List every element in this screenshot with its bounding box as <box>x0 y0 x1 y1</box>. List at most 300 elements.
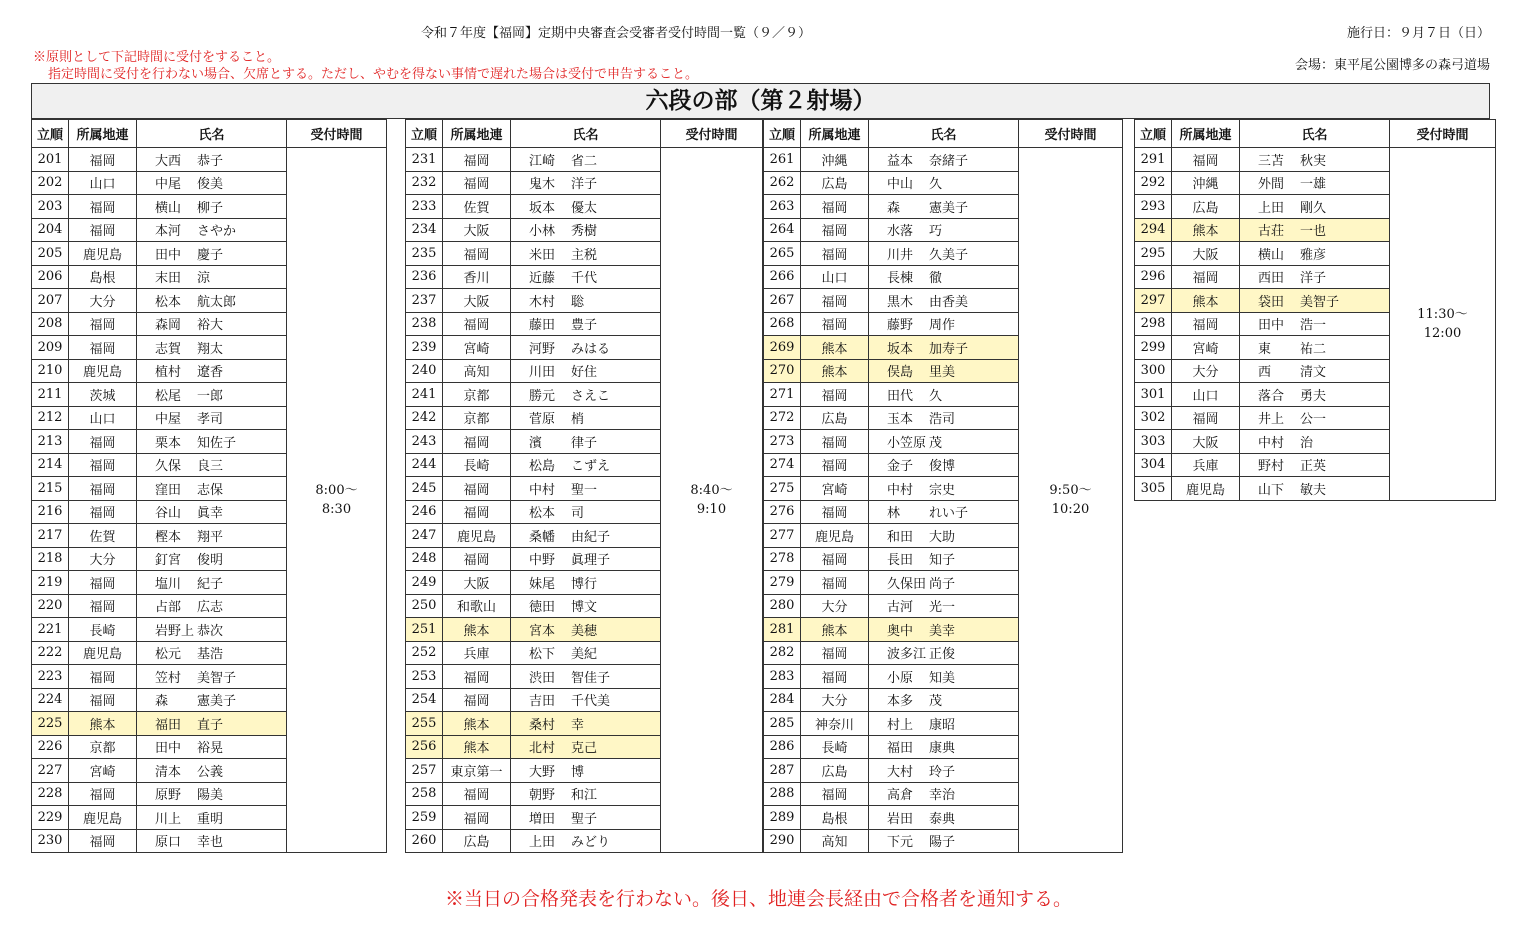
given-name: 恭次 <box>197 623 224 639</box>
surname: 古荘 <box>1258 224 1285 240</box>
given-name: 陽子 <box>929 835 956 851</box>
given-name: 俊博 <box>929 459 956 475</box>
given-name: 美紀 <box>571 647 598 663</box>
surname: 大野 <box>529 764 556 780</box>
order-number: 204 <box>32 218 69 242</box>
reception-time <box>1019 148 1123 853</box>
examinee-name <box>1240 336 1390 360</box>
examinee-name <box>511 453 661 477</box>
surname: 横山 <box>155 200 182 216</box>
order-number: 217 <box>32 524 69 548</box>
surname: 小笠原 <box>887 435 927 451</box>
examinee-name <box>869 430 1019 454</box>
examinee-name <box>511 688 661 712</box>
region: 福岡 <box>801 500 869 524</box>
given-name: 公一 <box>1300 412 1327 428</box>
examinee-name <box>869 641 1019 665</box>
given-name: 周作 <box>929 318 956 334</box>
surname: 中村 <box>529 482 556 498</box>
region: 福岡 <box>801 782 869 806</box>
examinee-name <box>137 618 287 642</box>
given-name: 志保 <box>197 482 224 498</box>
table-row <box>764 148 1123 172</box>
surname: 栗本 <box>155 435 182 451</box>
region: 福岡 <box>801 195 869 219</box>
examinee-name <box>511 265 661 289</box>
surname: 森岡 <box>155 318 182 334</box>
region: 広島 <box>801 759 869 783</box>
region: 大阪 <box>1172 242 1240 266</box>
header-no: 立順 <box>32 120 69 148</box>
examinee-name <box>137 171 287 195</box>
examinee-name <box>511 171 661 195</box>
order-number: 230 <box>32 829 69 853</box>
header-region: 所属地連 <box>443 120 511 148</box>
given-name: 裕晃 <box>197 741 224 757</box>
surname: 玉本 <box>887 412 914 428</box>
region: 佐賀 <box>443 195 511 219</box>
reception-time-end: 12:00 <box>1423 325 1462 341</box>
region: 熊本 <box>801 336 869 360</box>
order-number: 263 <box>764 195 801 219</box>
surname: 藤田 <box>529 318 556 334</box>
given-name: 憲美子 <box>929 200 969 216</box>
order-number: 229 <box>32 806 69 830</box>
surname: 福田 <box>887 741 914 757</box>
examinee-name <box>869 477 1019 501</box>
region: 長崎 <box>443 453 511 477</box>
region: 福岡 <box>801 312 869 336</box>
order-number: 304 <box>1135 453 1172 477</box>
order-number: 245 <box>406 477 443 501</box>
examinee-name <box>137 477 287 501</box>
given-name: 智佳子 <box>571 670 611 686</box>
region: 高知 <box>801 829 869 853</box>
surname: 西 <box>1258 365 1272 381</box>
examinee-name <box>511 406 661 430</box>
given-name: 翔平 <box>197 529 224 545</box>
order-number: 208 <box>32 312 69 336</box>
order-number: 242 <box>406 406 443 430</box>
surname: 釘宮 <box>155 553 182 569</box>
examinee-name <box>137 806 287 830</box>
given-name: 一也 <box>1300 224 1327 240</box>
surname: 井上 <box>1258 412 1285 428</box>
given-name: 久美子 <box>929 247 969 263</box>
order-number: 226 <box>32 735 69 759</box>
given-name: 主税 <box>571 247 598 263</box>
order-number: 272 <box>764 406 801 430</box>
surname: 福田 <box>155 717 182 733</box>
examinee-name <box>511 735 661 759</box>
order-number: 207 <box>32 289 69 313</box>
region: 福岡 <box>443 782 511 806</box>
order-number: 262 <box>764 171 801 195</box>
given-name: 豊子 <box>571 318 598 334</box>
surname: 中尾 <box>155 177 182 193</box>
examinee-name <box>137 594 287 618</box>
order-number: 290 <box>764 829 801 853</box>
surname: 清本 <box>155 764 182 780</box>
surname: 中山 <box>887 177 914 193</box>
region: 長崎 <box>69 618 137 642</box>
given-name: 秀樹 <box>571 224 598 240</box>
order-number: 210 <box>32 359 69 383</box>
surname: 原口 <box>155 835 182 851</box>
examinee-name <box>511 712 661 736</box>
order-number: 224 <box>32 688 69 712</box>
region: 大阪 <box>1172 430 1240 454</box>
region: 福岡 <box>69 477 137 501</box>
header-time: 受付時間 <box>287 120 387 148</box>
region: 鹿児島 <box>443 524 511 548</box>
order-number: 235 <box>406 242 443 266</box>
order-number: 201 <box>32 148 69 172</box>
region: 山口 <box>1172 383 1240 407</box>
examinee-name <box>869 453 1019 477</box>
examinee-name <box>511 759 661 783</box>
examinee-name <box>511 289 661 313</box>
examinee-name <box>511 806 661 830</box>
given-name: 翔太 <box>197 341 224 357</box>
region: 山口 <box>69 406 137 430</box>
region: 兵庫 <box>443 641 511 665</box>
region: 大阪 <box>443 571 511 595</box>
order-number: 246 <box>406 500 443 524</box>
examinee-name <box>511 477 661 501</box>
region: 福岡 <box>1172 312 1240 336</box>
given-name: 知美 <box>929 670 956 686</box>
order-number: 241 <box>406 383 443 407</box>
order-number: 223 <box>32 665 69 689</box>
surname: 近藤 <box>529 271 556 287</box>
given-name: 俊美 <box>197 177 224 193</box>
order-number: 286 <box>764 735 801 759</box>
notice-line-1: ※原則として下記時間に受付をすること。 <box>33 50 281 65</box>
order-number: 205 <box>32 242 69 266</box>
region: 福岡 <box>69 336 137 360</box>
region: 大分 <box>69 289 137 313</box>
order-number: 279 <box>764 571 801 595</box>
order-number: 240 <box>406 359 443 383</box>
surname: 外間 <box>1258 177 1285 193</box>
region: 福岡 <box>1172 265 1240 289</box>
region: 熊本 <box>1172 218 1240 242</box>
order-number: 232 <box>406 171 443 195</box>
region: 鹿児島 <box>69 242 137 266</box>
examinee-name <box>869 195 1019 219</box>
surname: 奥中 <box>887 623 914 639</box>
given-name: 司 <box>571 506 585 522</box>
surname: 北村 <box>529 741 556 757</box>
given-name: 清文 <box>1300 365 1327 381</box>
region: 熊本 <box>801 359 869 383</box>
given-name: 憲美子 <box>197 694 237 710</box>
region: 島根 <box>69 265 137 289</box>
section-banner: 六段の部（第２射場） <box>31 83 1490 119</box>
examinee-name <box>137 735 287 759</box>
examinee-name <box>869 571 1019 595</box>
region: 熊本 <box>801 618 869 642</box>
examinee-name <box>137 430 287 454</box>
given-name: 博 <box>571 764 585 780</box>
given-name: 聖一 <box>571 482 598 498</box>
order-number: 234 <box>406 218 443 242</box>
given-name: れい子 <box>929 506 969 522</box>
given-name: 加寿子 <box>929 341 969 357</box>
region: 沖縄 <box>1172 171 1240 195</box>
region: 福岡 <box>443 430 511 454</box>
given-name: さやか <box>197 224 237 240</box>
surname: 藤野 <box>887 318 914 334</box>
order-number: 255 <box>406 712 443 736</box>
surname: 長棟 <box>887 271 914 287</box>
surname: 古河 <box>887 600 914 616</box>
surname: 妹尾 <box>529 576 556 592</box>
surname: 野村 <box>1258 459 1285 475</box>
order-number: 278 <box>764 547 801 571</box>
order-number: 216 <box>32 500 69 524</box>
given-name: 洋子 <box>1300 271 1327 287</box>
surname: 窪田 <box>155 482 182 498</box>
region: 沖縄 <box>801 148 869 172</box>
order-number: 239 <box>406 336 443 360</box>
given-name: 博文 <box>571 600 598 616</box>
examinee-name <box>869 336 1019 360</box>
header-region: 所属地連 <box>1172 120 1240 148</box>
given-name: 柳子 <box>197 200 224 216</box>
given-name: 久 <box>929 177 943 193</box>
region: 福岡 <box>69 829 137 853</box>
region: 福岡 <box>69 594 137 618</box>
examinee-name <box>137 195 287 219</box>
examinee-name <box>137 712 287 736</box>
surname: 久保 <box>155 459 182 475</box>
examinee-name <box>137 500 287 524</box>
surname: 谷山 <box>155 506 182 522</box>
given-name: みどり <box>571 835 611 851</box>
reception-time-end: 10:20 <box>1051 502 1090 517</box>
given-name: 聡 <box>571 294 585 310</box>
order-number: 288 <box>764 782 801 806</box>
header-name: 氏名 <box>137 120 287 148</box>
examinee-name <box>137 148 287 172</box>
surname: 水落 <box>887 224 914 240</box>
region: 熊本 <box>443 618 511 642</box>
reception-time-start: 8:40～ <box>690 483 733 498</box>
roster-table-3 <box>763 119 1123 853</box>
examinee-name <box>1240 312 1390 336</box>
surname: 徳田 <box>529 600 556 616</box>
examinee-name <box>511 312 661 336</box>
given-name: 秋実 <box>1300 153 1327 169</box>
region: 福岡 <box>443 242 511 266</box>
table-row <box>32 148 387 172</box>
given-name: 治 <box>1300 435 1314 451</box>
given-name: 優太 <box>571 200 598 216</box>
examinee-name <box>137 453 287 477</box>
order-number: 254 <box>406 688 443 712</box>
examinee-name <box>869 289 1019 313</box>
region: 福岡 <box>69 571 137 595</box>
examinee-name <box>511 618 661 642</box>
given-name: 康典 <box>929 741 956 757</box>
examinee-name <box>1240 265 1390 289</box>
surname: 三苫 <box>1258 153 1285 169</box>
given-name: 美智子 <box>1300 294 1340 310</box>
header-region: 所属地連 <box>69 120 137 148</box>
surname: 田中 <box>155 247 182 263</box>
region: 広島 <box>1172 195 1240 219</box>
examinee-name <box>869 524 1019 548</box>
given-name: 泰典 <box>929 811 956 827</box>
header-name: 氏名 <box>869 120 1019 148</box>
given-name: 幸 <box>571 717 585 733</box>
given-name: 孝司 <box>197 412 224 428</box>
order-number: 237 <box>406 289 443 313</box>
given-name: 陽美 <box>197 788 224 804</box>
examinee-name <box>869 500 1019 524</box>
surname: 笠村 <box>155 670 182 686</box>
surname: 東 <box>1258 341 1272 357</box>
reception-time <box>661 148 763 853</box>
order-number: 282 <box>764 641 801 665</box>
examinee-name <box>869 218 1019 242</box>
given-name: 慶子 <box>197 247 224 263</box>
order-number: 271 <box>764 383 801 407</box>
examinee-name <box>511 218 661 242</box>
surname: 小原 <box>887 670 914 686</box>
order-number: 209 <box>32 336 69 360</box>
given-name: 裕大 <box>197 318 224 334</box>
region: 福岡 <box>801 383 869 407</box>
surname: 米田 <box>529 247 556 263</box>
given-name: 一雄 <box>1300 177 1327 193</box>
surname: 森 <box>887 200 901 216</box>
surname: 吉田 <box>529 694 556 710</box>
given-name: 正英 <box>1300 459 1327 475</box>
given-name: 律子 <box>571 435 598 451</box>
order-number: 305 <box>1135 477 1172 501</box>
region: 福岡 <box>801 571 869 595</box>
region: 福岡 <box>443 148 511 172</box>
surname: 河野 <box>529 341 556 357</box>
surname: 久保田 <box>887 576 927 592</box>
region: 香川 <box>443 265 511 289</box>
order-number: 249 <box>406 571 443 595</box>
region: 熊本 <box>443 735 511 759</box>
examinee-name <box>137 336 287 360</box>
region: 福岡 <box>443 312 511 336</box>
region: 京都 <box>69 735 137 759</box>
region: 島根 <box>801 806 869 830</box>
reception-time-start: 8:00～ <box>315 483 358 498</box>
region: 佐賀 <box>69 524 137 548</box>
surname: 川井 <box>887 247 914 263</box>
surname: 森 <box>155 694 169 710</box>
surname: 本多 <box>887 694 914 710</box>
order-number: 238 <box>406 312 443 336</box>
surname: 上田 <box>529 835 556 851</box>
header-time: 受付時間 <box>1390 120 1496 148</box>
order-number: 214 <box>32 453 69 477</box>
examinee-name <box>511 430 661 454</box>
region: 福岡 <box>443 806 511 830</box>
region: 兵庫 <box>1172 453 1240 477</box>
order-number: 268 <box>764 312 801 336</box>
examinee-name <box>137 571 287 595</box>
given-name: 千代美 <box>571 694 611 710</box>
examinee-name <box>511 829 661 853</box>
order-number: 252 <box>406 641 443 665</box>
surname: 木村 <box>529 294 556 310</box>
surname: 落合 <box>1258 388 1285 404</box>
surname: 松元 <box>155 647 182 663</box>
given-name: 祐二 <box>1300 341 1327 357</box>
given-name: 巧 <box>929 224 943 240</box>
region: 福岡 <box>443 688 511 712</box>
notice-line-2: 指定時間に受付を行わない場合、欠席とする。ただし、やむを得ない事情で遅れた場合は受付で申告すること。 <box>48 67 699 82</box>
given-name: 洋子 <box>571 177 598 193</box>
surname: 松下 <box>529 647 556 663</box>
examinee-name <box>511 500 661 524</box>
examinee-name <box>511 148 661 172</box>
examinee-name <box>1240 218 1390 242</box>
region: 熊本 <box>1172 289 1240 313</box>
order-number: 270 <box>764 359 801 383</box>
given-name: 幸也 <box>197 835 224 851</box>
region: 山口 <box>69 171 137 195</box>
region: 福岡 <box>1172 406 1240 430</box>
order-number: 291 <box>1135 148 1172 172</box>
given-name: 重明 <box>197 811 224 827</box>
surname: 田中 <box>1258 318 1285 334</box>
given-name: 浩一 <box>1300 318 1327 334</box>
region: 鹿児島 <box>69 806 137 830</box>
roster-table-1 <box>31 119 387 853</box>
surname: 樫本 <box>155 529 182 545</box>
surname: 大村 <box>887 764 914 780</box>
examinee-name <box>511 336 661 360</box>
given-name: 眞幸 <box>197 506 224 522</box>
region: 大分 <box>69 547 137 571</box>
examinee-name <box>137 289 287 313</box>
examinee-name <box>1240 242 1390 266</box>
order-number: 244 <box>406 453 443 477</box>
order-number: 265 <box>764 242 801 266</box>
given-name: 省二 <box>571 153 598 169</box>
given-name: 幸治 <box>929 788 956 804</box>
given-name: 遼香 <box>197 365 224 381</box>
header-no: 立順 <box>406 120 443 148</box>
examinee-name <box>511 524 661 548</box>
order-number: 283 <box>764 665 801 689</box>
header-no: 立順 <box>1135 120 1172 148</box>
given-name: みはる <box>571 341 611 357</box>
order-number: 297 <box>1135 289 1172 313</box>
surname: 朝野 <box>529 788 556 804</box>
surname: 松本 <box>529 506 556 522</box>
region: 福岡 <box>69 453 137 477</box>
order-number: 253 <box>406 665 443 689</box>
examinee-name <box>137 641 287 665</box>
examinee-name <box>137 218 287 242</box>
order-number: 257 <box>406 759 443 783</box>
examinee-name <box>869 359 1019 383</box>
order-number: 261 <box>764 148 801 172</box>
given-name: 浩司 <box>929 412 956 428</box>
examinee-name <box>137 759 287 783</box>
